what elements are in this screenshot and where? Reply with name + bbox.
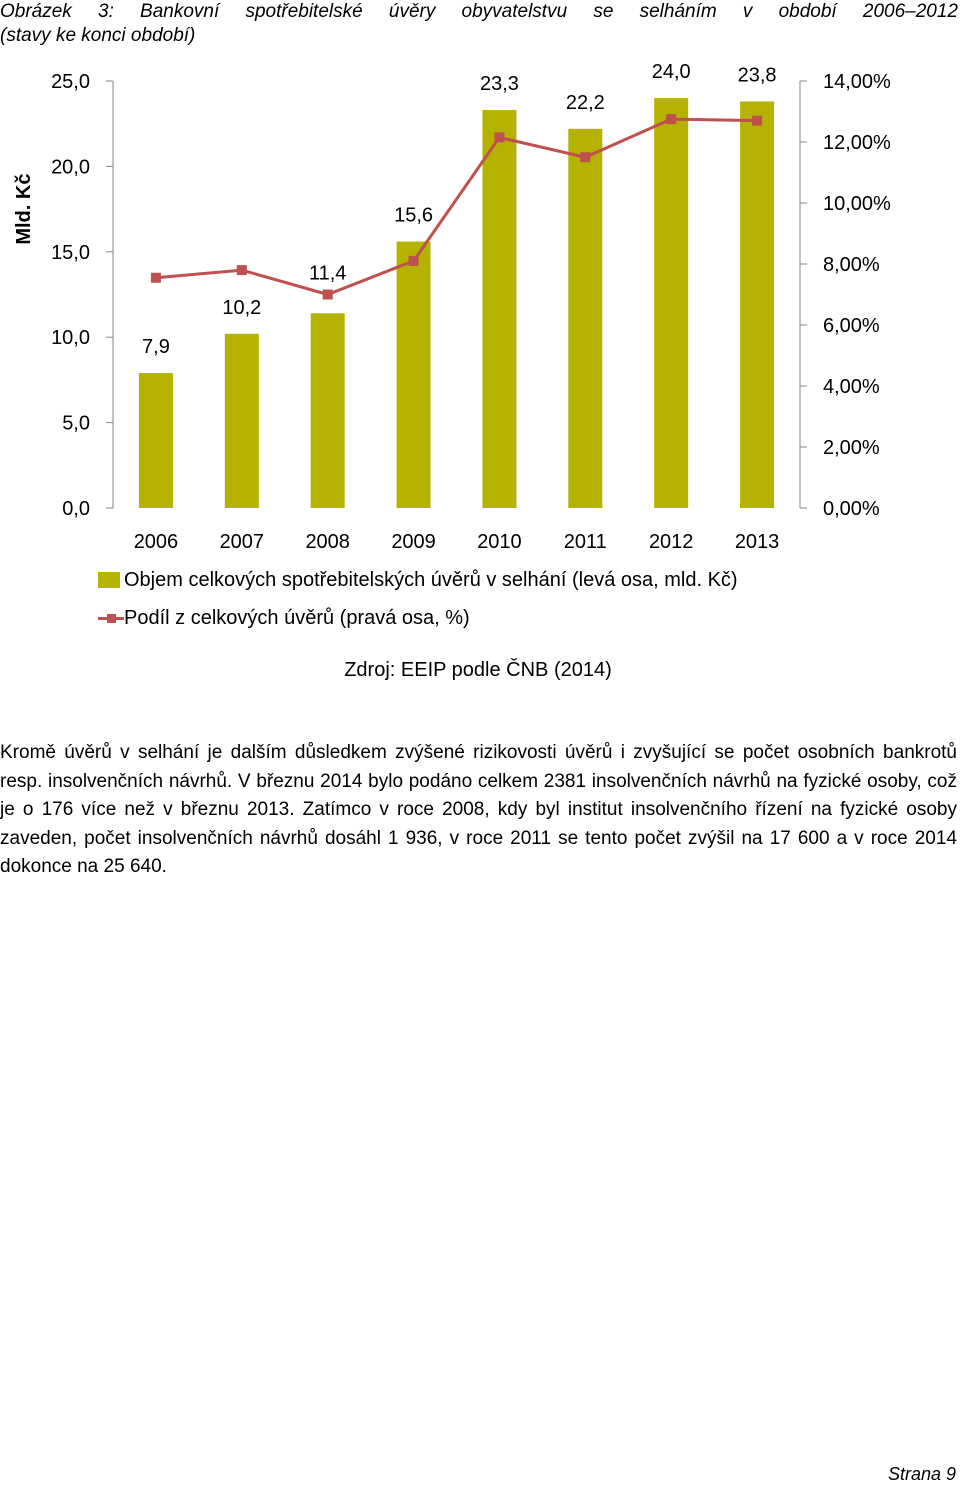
bar-data-label: 24,0 bbox=[651, 61, 691, 84]
bar-2012 bbox=[654, 98, 688, 508]
left-axis-tick-label: 25,0 bbox=[51, 71, 90, 93]
right-axis-tick-label: 10,00% bbox=[823, 193, 891, 215]
legend-line-swatch bbox=[98, 610, 124, 626]
left-axis-tick-label: 5,0 bbox=[62, 412, 90, 435]
x-axis-tick-label: 2013 bbox=[734, 531, 780, 550]
line-point-2009 bbox=[409, 256, 419, 266]
line-point-2010 bbox=[494, 132, 504, 142]
x-axis-tick-label: 2009 bbox=[391, 531, 436, 550]
bar-data-label: 11,4 bbox=[308, 262, 347, 285]
right-axis-tick-label: 12,00% bbox=[823, 132, 891, 154]
x-axis-tick-label: 2012 bbox=[648, 531, 694, 550]
left-axis-tick-label: 10,0 bbox=[51, 327, 90, 350]
bar-data-label: 22,2 bbox=[565, 91, 605, 114]
bar-data-label: 23,3 bbox=[479, 73, 519, 96]
right-axis-tick-label: 0,00% bbox=[823, 498, 880, 520]
x-axis-tick-label: 2011 bbox=[563, 531, 607, 550]
legend-bar-swatch bbox=[98, 572, 120, 588]
line-point-2008 bbox=[323, 290, 333, 300]
right-axis-tick-label: 4,00% bbox=[823, 376, 880, 398]
bar-data-label: 7,9 bbox=[142, 336, 170, 359]
right-axis-tick-label: 6,00% bbox=[823, 315, 880, 337]
bar-data-label: 23,8 bbox=[737, 64, 777, 87]
figure-caption-line-2: (stavy ke konci období) bbox=[0, 25, 196, 46]
bar-data-label: 10,2 bbox=[222, 296, 262, 319]
line-point-2013 bbox=[752, 116, 762, 126]
x-axis-tick-label: 2010 bbox=[477, 531, 522, 550]
figure-caption: Obrázek 3: Bankovní spotřebitelské úvěry obyvatelstvu se selháním v období 2006–2012 bbox=[0, 1, 958, 22]
x-axis-tick-label: 2006 bbox=[133, 531, 179, 550]
legend-item-line bbox=[98, 605, 470, 631]
bar-2011 bbox=[568, 129, 602, 508]
bar-2013 bbox=[740, 101, 774, 508]
line-point-2011 bbox=[580, 152, 590, 162]
x-axis-tick-label: 2008 bbox=[305, 531, 350, 550]
bar-2010 bbox=[482, 110, 516, 508]
line-point-2007 bbox=[237, 265, 247, 275]
right-axis-tick-label: 8,00% bbox=[823, 254, 880, 276]
line-point-2006 bbox=[151, 273, 161, 283]
page-number: Strana 9 bbox=[887, 1464, 956, 1484]
bar-2008 bbox=[311, 313, 345, 508]
legend-bar-label: Objem celkových spotřebitelských úvěrů v selhání (levá osa, mld. Kč) bbox=[124, 568, 738, 591]
right-axis-tick-label: 14,00% bbox=[823, 71, 891, 93]
left-axis-tick-label: 0,0 bbox=[62, 498, 90, 520]
legend-item-bars bbox=[98, 567, 738, 593]
left-axis-tick-label: 15,0 bbox=[51, 241, 90, 264]
left-axis-tick-label: 20,0 bbox=[51, 156, 90, 179]
bar-2006 bbox=[139, 373, 173, 508]
bar-data-label: 15,6 bbox=[394, 204, 434, 227]
right-axis-tick-label: 2,00% bbox=[823, 437, 880, 459]
bar-2007 bbox=[225, 334, 259, 508]
body-paragraph: Kromě úvěrů v selhání je dalším důsledkem zvýšené rizikovosti úvěrů i zvyšující se počet osobních bankrotů resp. insolvenčních návrhů. V březnu 2014 bylo podáno celkem 2381 insolvenčních návrhů na fyzické osoby, což je o 176 více než v březnu 2013. Zatímco v roce 2008, kdy byl institut insolvenčního řízení na fyzické osoby zaveden, počet insolvenčních návrhů dosáhl 1 936, v roce 2011 se tento počet zvýšil na 17 600 a v roce 2014 dokonce na 25 640. bbox=[0, 742, 957, 877]
y-axis-title: Mld. Kč bbox=[13, 173, 35, 245]
bar-2009 bbox=[397, 242, 431, 508]
x-axis-tick-label: 2007 bbox=[219, 531, 265, 550]
legend-line-label: Podíl z celkových úvěrů (pravá osa, %) bbox=[124, 606, 470, 629]
line-point-2012 bbox=[666, 114, 676, 124]
chart bbox=[0, 50, 960, 550]
chart-source: Zdroj: EEIP podle ČNB (2014) bbox=[344, 659, 612, 681]
